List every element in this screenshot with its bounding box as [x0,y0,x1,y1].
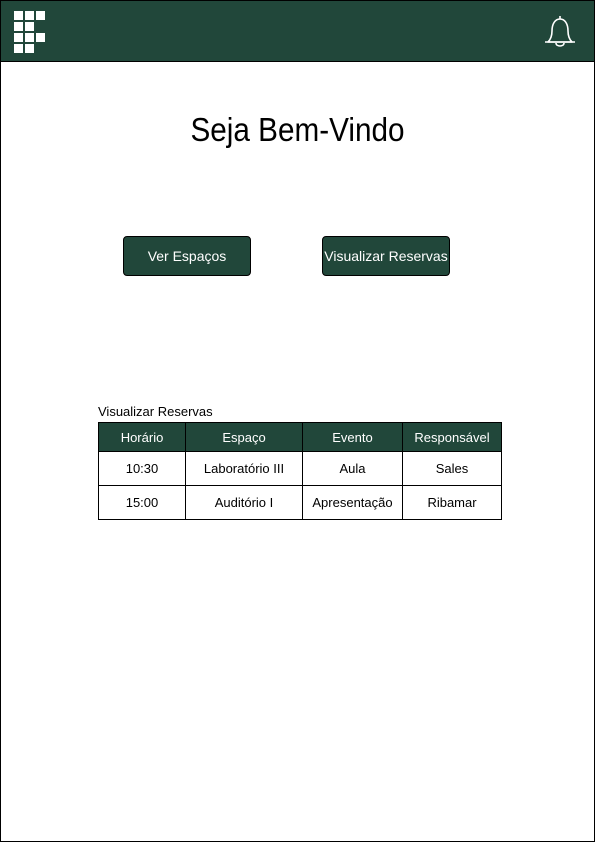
cell-responsavel: Ribamar [403,486,502,520]
bell-icon[interactable] [542,14,578,50]
reservas-table-caption: Visualizar Reservas [98,404,213,419]
ver-espacos-button[interactable]: Ver Espaços [123,236,251,276]
app-header [1,1,594,62]
cell-responsavel: Sales [403,452,502,486]
table-row [99,486,502,520]
cell-evento: Aula [303,452,403,486]
institute-logo-icon [14,11,48,53]
reservas-table [98,422,502,520]
cell-horario: 15:00 [99,486,186,520]
column-header-horario: Horário [99,423,186,452]
cell-espaco: Auditório I [186,486,303,520]
column-header-evento: Evento [303,423,403,452]
visualizar-reservas-button[interactable]: Visualizar Reservas [322,236,450,276]
page-title: Seja Bem-Vindo [190,111,405,148]
column-header-espaco: Espaço [186,423,303,452]
table-header-row [99,423,502,452]
cell-espaco: Laboratório III [186,452,303,486]
column-header-responsavel: Responsável [403,423,502,452]
cell-horario: 10:30 [99,452,186,486]
table-row [99,452,502,486]
cell-evento: Apresentação [303,486,403,520]
